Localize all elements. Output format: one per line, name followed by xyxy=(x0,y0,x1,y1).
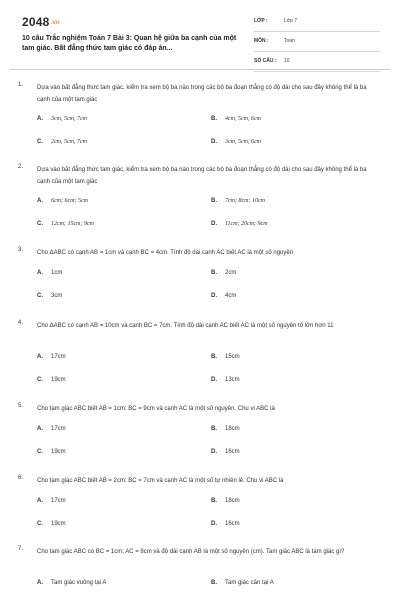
option-value: Tam giác vuông tại A xyxy=(51,580,107,586)
option-value: 11cm; 20cm; 9cm xyxy=(225,221,268,227)
option-letter: B. xyxy=(211,198,217,204)
question-5-option-b[interactable] xyxy=(211,426,240,432)
option-letter: D. xyxy=(211,521,217,527)
option-value: 18cm xyxy=(225,498,240,504)
brand-logo[interactable] xyxy=(22,15,60,29)
option-value: 19cm xyxy=(51,449,66,455)
question-text: Dựa vào bất đẳng thức tam giác, kiểm tra xem bộ ba nào trong các bộ ba đoạn thẳng có độ dài cho sau đây không thể là ba cạnh của một tam giác xyxy=(37,85,367,103)
option-value: 4cm, 5cm, 6cm xyxy=(225,116,261,122)
option-letter: C. xyxy=(37,377,43,383)
question-number: 2. xyxy=(18,164,24,170)
worksheet-title: 10 câu Trắc nghiệm Toán 7 Bài 3: Quan hệ giữa ba cạnh của một tam giác. Bất đẳng thức tam giác có đáp án... xyxy=(22,35,237,52)
question-5-option-c[interactable] xyxy=(37,449,66,455)
question-6-option-d[interactable] xyxy=(211,521,240,527)
option-value: 3cm, 5cm, 6cm xyxy=(225,139,261,145)
question-4-option-b[interactable] xyxy=(211,354,240,360)
option-letter: A. xyxy=(37,116,43,122)
brand-suffix: .vn xyxy=(50,19,60,26)
meta-count-label: SỐ CÂU : xyxy=(254,58,277,64)
question-text: Cho tam giác ABC biết AB = 1cm; BC = 9cm và cạnh AC là một số nguyên. Chu vi ABC là xyxy=(37,406,275,412)
option-value: 3cm, 5cm, 7cm xyxy=(51,116,87,122)
question-number: 6. xyxy=(18,475,24,481)
question-1-option-b[interactable] xyxy=(211,116,261,122)
option-value: 15cm xyxy=(225,354,240,360)
option-value: 4cm xyxy=(225,293,237,299)
option-letter: C. xyxy=(37,293,43,299)
question-text: Cho tam giác ABC có BC = 1cm; AC = 8cm và độ dài cạnh AB là một số nguyên (cm). Tam giác ABC là tam giác gì? xyxy=(37,549,345,555)
question-1-option-a[interactable] xyxy=(37,116,87,122)
question-4-option-a[interactable] xyxy=(37,354,66,360)
meta-class-label: LỚP : xyxy=(254,18,268,24)
header-divider xyxy=(10,69,390,70)
question-6-option-b[interactable] xyxy=(211,498,240,504)
question-text: Dựa vào bất đẳng thức tam giác, kiểm tra xem bộ ba nào trong các bộ ba đoạn thẳng có độ dài cho sau đây không thể là ba cạnh của một tam giác xyxy=(37,167,367,185)
option-letter: C. xyxy=(37,221,43,227)
option-letter: C. xyxy=(37,449,43,455)
question-6-option-a[interactable] xyxy=(37,498,66,504)
option-letter: B. xyxy=(211,116,217,122)
question-1-option-c[interactable] xyxy=(37,139,87,145)
question-5-option-a[interactable] xyxy=(37,426,66,432)
option-value: 7cm; 8cm; 10cm xyxy=(225,198,265,204)
question-6-option-c[interactable] xyxy=(37,521,66,527)
option-letter: A. xyxy=(37,498,43,504)
meta-class-value: Lớp 7 xyxy=(284,18,298,24)
meta-class-row xyxy=(254,15,380,32)
option-letter: B. xyxy=(211,580,217,586)
question-7-option-a[interactable] xyxy=(37,580,106,586)
question-7-option-b[interactable] xyxy=(211,580,274,586)
worksheet-header xyxy=(0,0,400,76)
worksheet-meta xyxy=(254,15,380,75)
option-letter: B. xyxy=(211,270,217,276)
option-value: 19cm xyxy=(51,377,66,383)
option-letter: A. xyxy=(37,354,43,360)
option-letter: D. xyxy=(211,449,217,455)
option-value: 2cm xyxy=(225,270,237,276)
option-letter: C. xyxy=(37,521,43,527)
option-letter: C. xyxy=(37,139,43,145)
option-value: 18cm xyxy=(225,426,240,432)
question-text: Cho ΔABC có cạnh AB = 1cm và cạnh BC = 4cm. Tính độ dài cạnh AC biết AC là một số nguyên xyxy=(37,250,294,256)
option-letter: A. xyxy=(37,198,43,204)
option-letter: D. xyxy=(211,139,217,145)
question-5-option-d[interactable] xyxy=(211,449,240,455)
option-value: 17cm xyxy=(51,354,66,360)
brand-name: 2048 xyxy=(22,15,50,29)
option-value: 12cm; 15cm; 9cm xyxy=(51,221,94,227)
meta-subject-row xyxy=(254,35,380,52)
option-letter: B. xyxy=(211,426,217,432)
question-2-option-a[interactable] xyxy=(37,198,88,204)
option-value: 16cm xyxy=(225,521,240,527)
option-value: 13cm xyxy=(225,377,240,383)
option-letter: A. xyxy=(37,270,43,276)
option-letter: D. xyxy=(211,293,217,299)
question-3-option-d[interactable] xyxy=(211,293,236,299)
question-3-option-c[interactable] xyxy=(37,293,62,299)
question-number: 4. xyxy=(18,320,24,326)
option-value: 3cm xyxy=(51,293,63,299)
option-value: Tam giác cân tại A xyxy=(225,580,274,586)
option-value: 1cm xyxy=(51,270,63,276)
question-4-option-d[interactable] xyxy=(211,377,240,383)
option-value: 16cm xyxy=(225,449,240,455)
option-value: 6cm; 6cm; 5cm xyxy=(51,198,88,204)
question-3-option-a[interactable] xyxy=(37,270,62,276)
question-number: 3. xyxy=(18,247,24,253)
option-letter: A. xyxy=(37,426,43,432)
option-value: 17cm xyxy=(51,498,66,504)
question-1-option-d[interactable] xyxy=(211,139,261,145)
option-value: 19cm xyxy=(51,521,66,527)
option-value: 17cm xyxy=(51,426,66,432)
question-2-option-b[interactable] xyxy=(211,198,265,204)
option-letter: D. xyxy=(211,221,217,227)
option-letter: A. xyxy=(37,580,43,586)
question-2-option-c[interactable] xyxy=(37,221,94,227)
option-value: 2cm, 5cm, 7cm xyxy=(51,139,87,145)
question-number: 7. xyxy=(18,546,24,552)
question-text: Cho tam giác ABC biết AB = 2cm; BC = 7cm và cạnh AC là một số tự nhiên lẻ. Chu vi ABC là xyxy=(37,478,284,484)
question-2-option-d[interactable] xyxy=(211,221,268,227)
meta-subject-value: Toán xyxy=(284,38,295,44)
meta-subject-label: MÔN : xyxy=(254,38,269,44)
question-text: Cho ΔABC có cạnh AB = 10cm và cạnh BC = 7cm. Tính độ dài cạnh AC biết AC là một số nguyên tố lớn hơn 11 xyxy=(37,323,334,329)
question-3-option-b[interactable] xyxy=(211,270,236,276)
question-4-option-c[interactable] xyxy=(37,377,66,383)
question-number: 5. xyxy=(18,403,24,409)
meta-count-value: 10 xyxy=(284,58,290,64)
option-letter: B. xyxy=(211,354,217,360)
option-letter: B. xyxy=(211,498,217,504)
option-letter: D. xyxy=(211,377,217,383)
question-number: 1. xyxy=(18,82,24,88)
